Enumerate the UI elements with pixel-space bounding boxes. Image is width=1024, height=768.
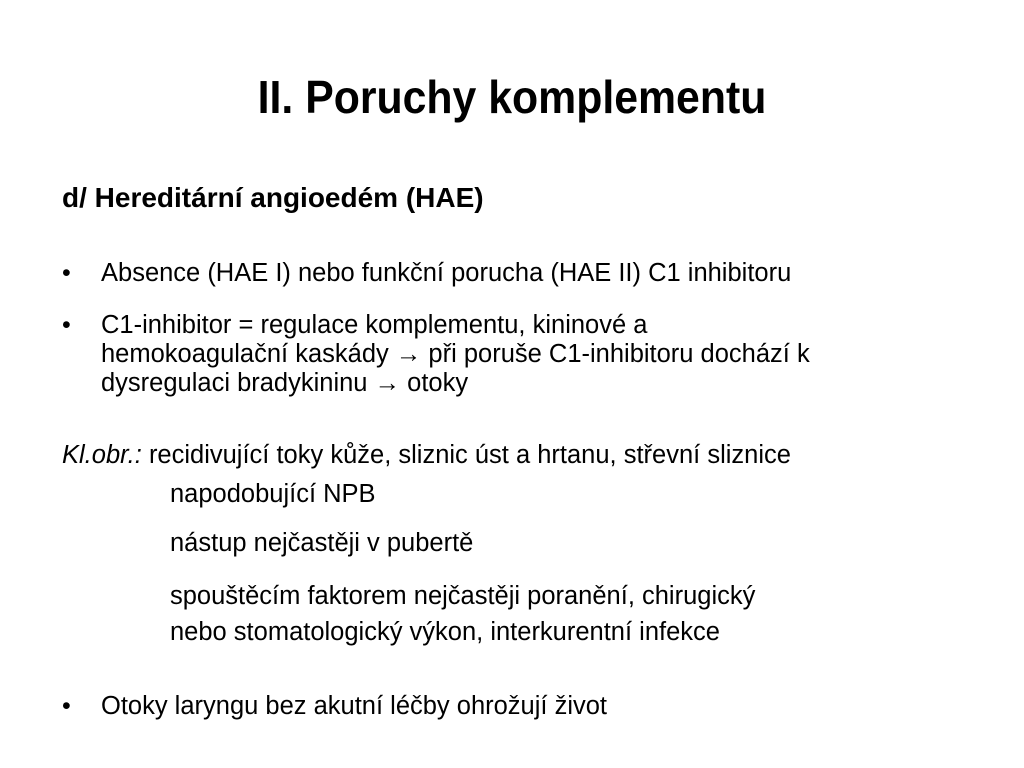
clinical-first-line xyxy=(62,440,791,470)
clinical-indented-line: nebo stomatologický výkon, interkurentní infekce xyxy=(170,618,720,646)
clinical-indented-line: spouštěcím faktorem nejčastěji poranění, chirugický xyxy=(170,582,756,610)
bullet-text-line: dysregulaci bradykininu → otoky xyxy=(101,369,469,397)
bullet-symbol: • xyxy=(62,311,71,339)
bullet-text: Otoky laryngu bez akutní léčby ohrožují život xyxy=(101,692,608,720)
clinical-indented-line: nástup nejčastěji v pubertě xyxy=(170,529,474,557)
bullet-text: Absence (HAE I) nebo funkční porucha (HAE II) C1 inhibitoru xyxy=(101,259,792,287)
bullet-text-line: C1-inhibitor = regulace komplementu, kininové a xyxy=(101,311,648,339)
bullet-symbol: • xyxy=(62,692,71,720)
clinical-indented-line: napodobující NPB xyxy=(170,480,376,508)
slide-title: II. Poruchy komplementu xyxy=(257,71,767,123)
section-subheading: d/ Hereditární angioedém (HAE) xyxy=(62,182,484,213)
bullet-symbol: • xyxy=(62,259,71,287)
clinical-text: recidivující toky kůže, sliznic úst a hrtanu, střevní sliznice xyxy=(148,441,791,469)
clinical-label: Kl.obr.: xyxy=(62,441,142,469)
bullet-text-line: hemokoagulační kaskády → při poruše C1-inhibitoru dochází k xyxy=(101,340,810,368)
